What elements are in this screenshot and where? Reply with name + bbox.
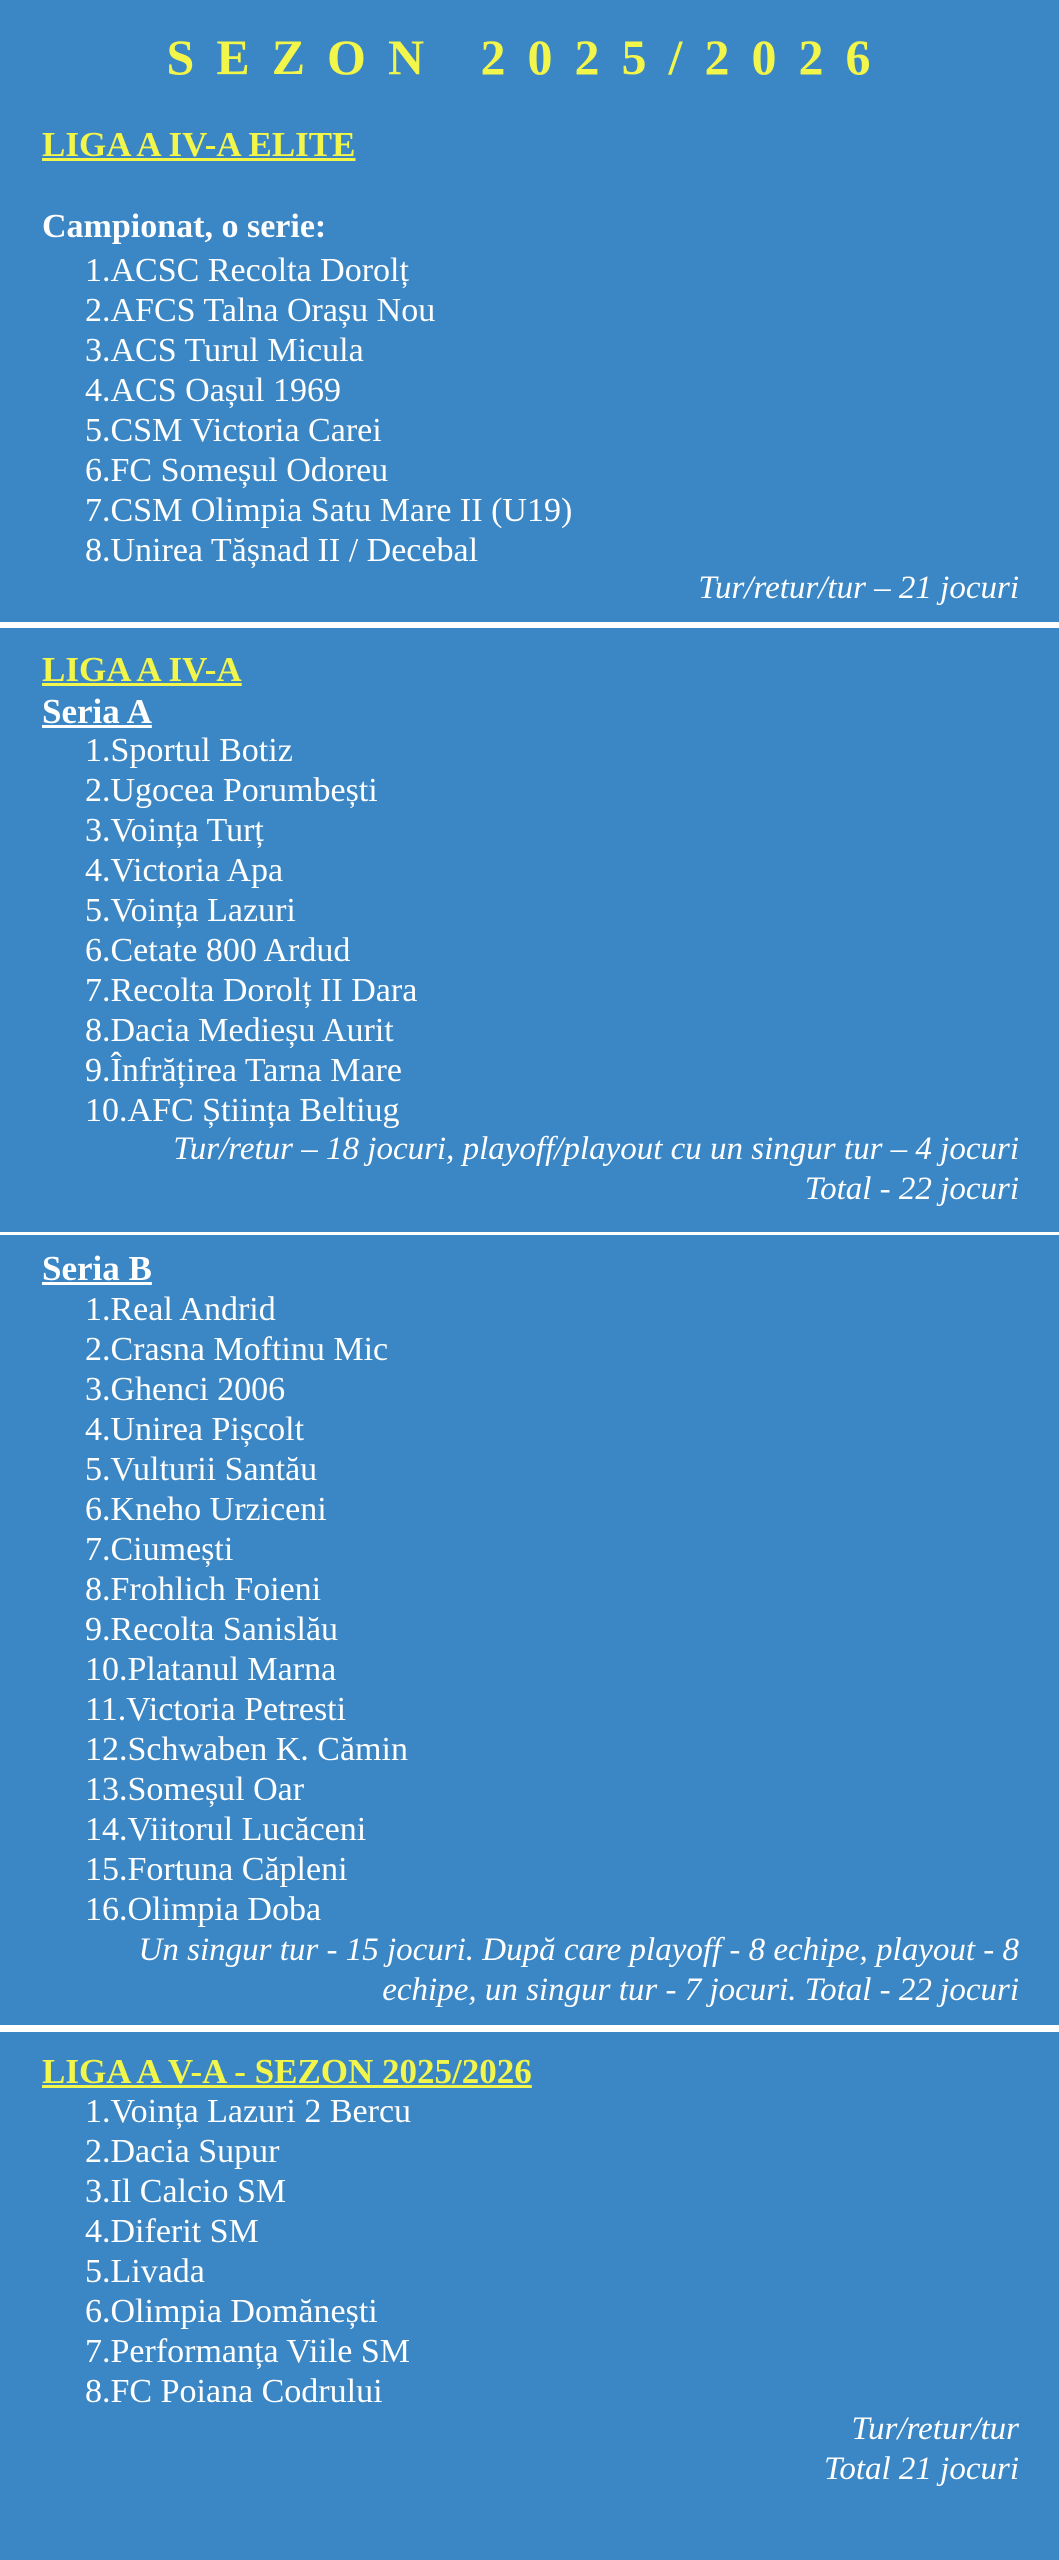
list-item: 8.Dacia Medieșu Aurit [85, 1012, 394, 1049]
season-title: SEZON 2025/2026 [166, 29, 893, 85]
list-item: 4.ACS Oașul 1969 [85, 372, 341, 409]
liga-5-team-list [85, 2092, 411, 2412]
elite-team-list [85, 251, 572, 571]
list-item: 1.Sportul Botiz [85, 732, 293, 769]
list-item: 6.Olimpia Domănești [85, 2293, 378, 2330]
seria-a-title: Seria A [42, 692, 152, 731]
list-item: 1.Real Andrid [85, 1291, 276, 1328]
list-item: 14.Viitorul Lucăceni [85, 1811, 367, 1848]
elite-format-note: Tur/retur/tur – 21 jocuri [698, 570, 1019, 606]
section-divider [0, 2025, 1059, 2032]
list-item: 8.Unirea Tășnad II / Decebal [85, 532, 479, 569]
list-item: 7.Ciumești [85, 1531, 234, 1568]
list-item: 6.Kneho Urziceni [85, 1491, 327, 1528]
list-item: 5.Vulturii Santău [85, 1451, 318, 1488]
seria-a-format-note: Tur/retur – 18 jocuri, playoff/playout cu un singur tur – 4 jocuri [173, 1131, 1019, 1167]
list-item: 2.AFCS Talna Orașu Nou [85, 292, 436, 329]
list-item: 7.CSM Olimpia Satu Mare II (U19) [85, 492, 573, 529]
list-item: 7.Recolta Dorolț II Dara [85, 972, 418, 1009]
liga-5-total-note: Total 21 jocuri [824, 2451, 1019, 2487]
list-item: 4.Unirea Pișcolt [85, 1411, 305, 1448]
section-divider [0, 622, 1059, 628]
list-item: 6.FC Someșul Odoreu [85, 452, 389, 489]
section-divider [0, 1232, 1059, 1235]
seria-b-format-note: Un singur tur - 15 jocuri. După care playoff - 8 echipe, playout - 8 [138, 1932, 1019, 1968]
list-item: 16.Olimpia Doba [85, 1891, 322, 1928]
list-item: 5.CSM Victoria Carei [85, 412, 382, 449]
list-item: 5.Voința Lazuri [85, 892, 296, 929]
list-item: 6.Cetate 800 Ardud [85, 932, 351, 969]
list-item: 7.Performanța Viile SM [85, 2333, 411, 2370]
list-item: 3.Ghenci 2006 [85, 1371, 286, 1408]
list-item: 1.ACSC Recolta Dorolț [85, 252, 409, 289]
liga-5-format-note: Tur/retur/tur [851, 2411, 1019, 2447]
list-item: 9.Recolta Sanislău [85, 1611, 339, 1648]
list-item: 5.Livada [85, 2253, 205, 2290]
list-item: 10.AFC Știința Beltiug [85, 1092, 400, 1129]
list-item: 12.Schwaben K. Cămin [85, 1731, 408, 1768]
list-item: 1.Voința Lazuri 2 Bercu [85, 2093, 412, 2130]
list-item: 2.Crasna Moftinu Mic [85, 1331, 389, 1368]
seria-a-total-note: Total - 22 jocuri [804, 1171, 1019, 1207]
list-item: 8.FC Poiana Codrului [85, 2373, 383, 2410]
list-item: 9.Înfrățirea Tarna Mare [85, 1052, 402, 1089]
liga-5-heading: LIGA A V-A - SEZON 2025/2026 [42, 2052, 532, 2091]
seria-b-title: Seria B [42, 1249, 152, 1288]
list-item: 3.ACS Turul Micula [85, 332, 364, 369]
list-item: 2.Dacia Supur [85, 2133, 280, 2170]
list-item: 3.Voința Turț [85, 812, 264, 849]
liga-4-heading: LIGA A IV-A [42, 650, 242, 689]
list-item: 4.Victoria Apa [85, 852, 284, 889]
seria-b-team-list [85, 1290, 408, 1930]
list-item: 3.Il Calcio SM [85, 2173, 287, 2210]
list-item: 11.Victoria Petresti [85, 1691, 347, 1728]
list-item: 2.Ugocea Porumbești [85, 772, 378, 809]
list-item: 8.Frohlich Foieni [85, 1571, 322, 1608]
list-item: 4.Diferit SM [85, 2213, 259, 2250]
elite-format-label: Campionat, o serie: [42, 208, 327, 245]
seria-a-team-list [85, 731, 417, 1131]
seria-b-total-note: echipe, un singur tur - 7 jocuri. Total - 22 jocuri [382, 1972, 1019, 2008]
list-item: 15.Fortuna Căpleni [85, 1851, 348, 1888]
list-item: 10.Platanul Marna [85, 1651, 337, 1688]
list-item: 13.Someșul Oar [85, 1771, 305, 1808]
liga-4-elite-heading: LIGA A IV-A ELITE [42, 125, 356, 164]
